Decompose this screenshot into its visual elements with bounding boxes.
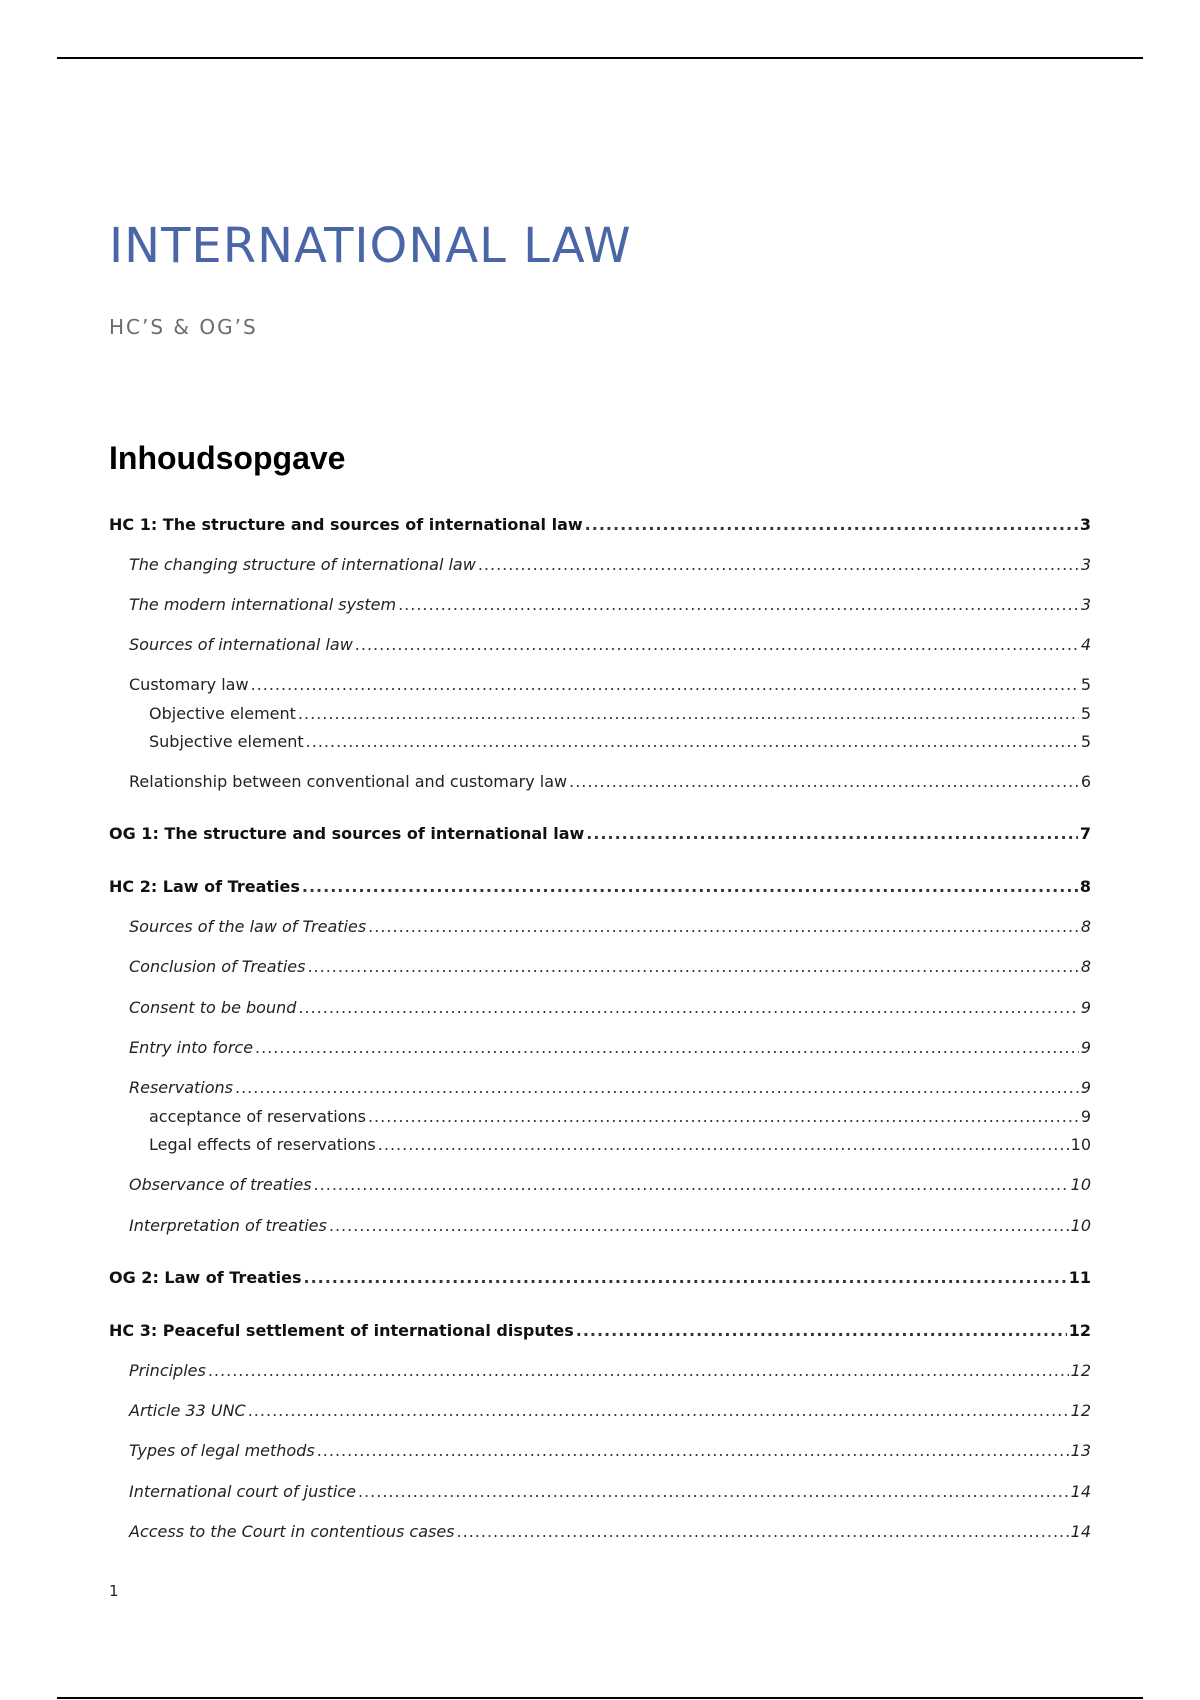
toc-entry[interactable]: HC 3: Peaceful settlement of international disputes ..... 12 <box>109 1321 1091 1340</box>
toc-entry[interactable]: The modern international system ..... 3 <box>109 595 1091 614</box>
top-rule <box>57 57 1143 59</box>
toc-entry[interactable]: Relationship between conventional and customary law ..... 6 <box>109 772 1091 791</box>
document-title: INTERNATIONAL LAW <box>109 218 632 274</box>
toc-entry[interactable]: Observance of treaties ..... 10 <box>109 1175 1091 1194</box>
toc-entry[interactable]: The changing structure of international law ..... 3 <box>109 555 1091 574</box>
toc-entry[interactable]: Principles ..... 12 <box>109 1361 1091 1380</box>
toc-entry[interactable]: OG 2: Law of Treaties ..... 11 <box>109 1268 1091 1287</box>
toc-entry[interactable]: International court of justice ..... 14 <box>109 1482 1091 1501</box>
toc-entry[interactable]: Reservations ..... 9 <box>109 1078 1091 1097</box>
toc-entry[interactable]: Access to the Court in contentious cases ..... 14 <box>109 1522 1091 1541</box>
document-subtitle: HC’S & OG’S <box>109 315 258 339</box>
toc-entry[interactable]: Conclusion of Treaties ..... 8 <box>109 957 1091 976</box>
toc-entry[interactable]: OG 1: The structure and sources of international law ..... 7 <box>109 824 1091 843</box>
toc-entry[interactable]: Sources of the law of Treaties ..... 8 <box>109 917 1091 936</box>
toc-entry[interactable]: HC 1: The structure and sources of international law ..... 3 <box>109 515 1091 534</box>
page-number: 1 <box>109 1582 119 1600</box>
toc-entry[interactable]: Legal effects of reservations ..... 10 <box>109 1135 1091 1154</box>
toc-entry[interactable]: Interpretation of treaties ..... 10 <box>109 1216 1091 1235</box>
toc-entry[interactable]: Customary law ..... 5 <box>109 675 1091 694</box>
toc-entry[interactable]: Article 33 UNC ..... 12 <box>109 1401 1091 1420</box>
toc-entry[interactable]: Objective element ..... 5 <box>109 704 1091 723</box>
bottom-rule <box>57 1697 1143 1699</box>
toc-entry[interactable]: Types of legal methods ..... 13 <box>109 1441 1091 1460</box>
toc-entry[interactable]: Subjective element ..... 5 <box>109 732 1091 751</box>
toc-heading: Inhoudsopgave <box>109 440 346 476</box>
toc-entry[interactable]: Consent to be bound ..... 9 <box>109 998 1091 1017</box>
toc-entry[interactable]: Entry into force ..... 9 <box>109 1038 1091 1057</box>
toc-entry[interactable]: acceptance of reservations ..... 9 <box>109 1107 1091 1126</box>
toc-entry[interactable]: Sources of international law ..... 4 <box>109 635 1091 654</box>
toc-entry[interactable]: HC 2: Law of Treaties ..... 8 <box>109 877 1091 896</box>
